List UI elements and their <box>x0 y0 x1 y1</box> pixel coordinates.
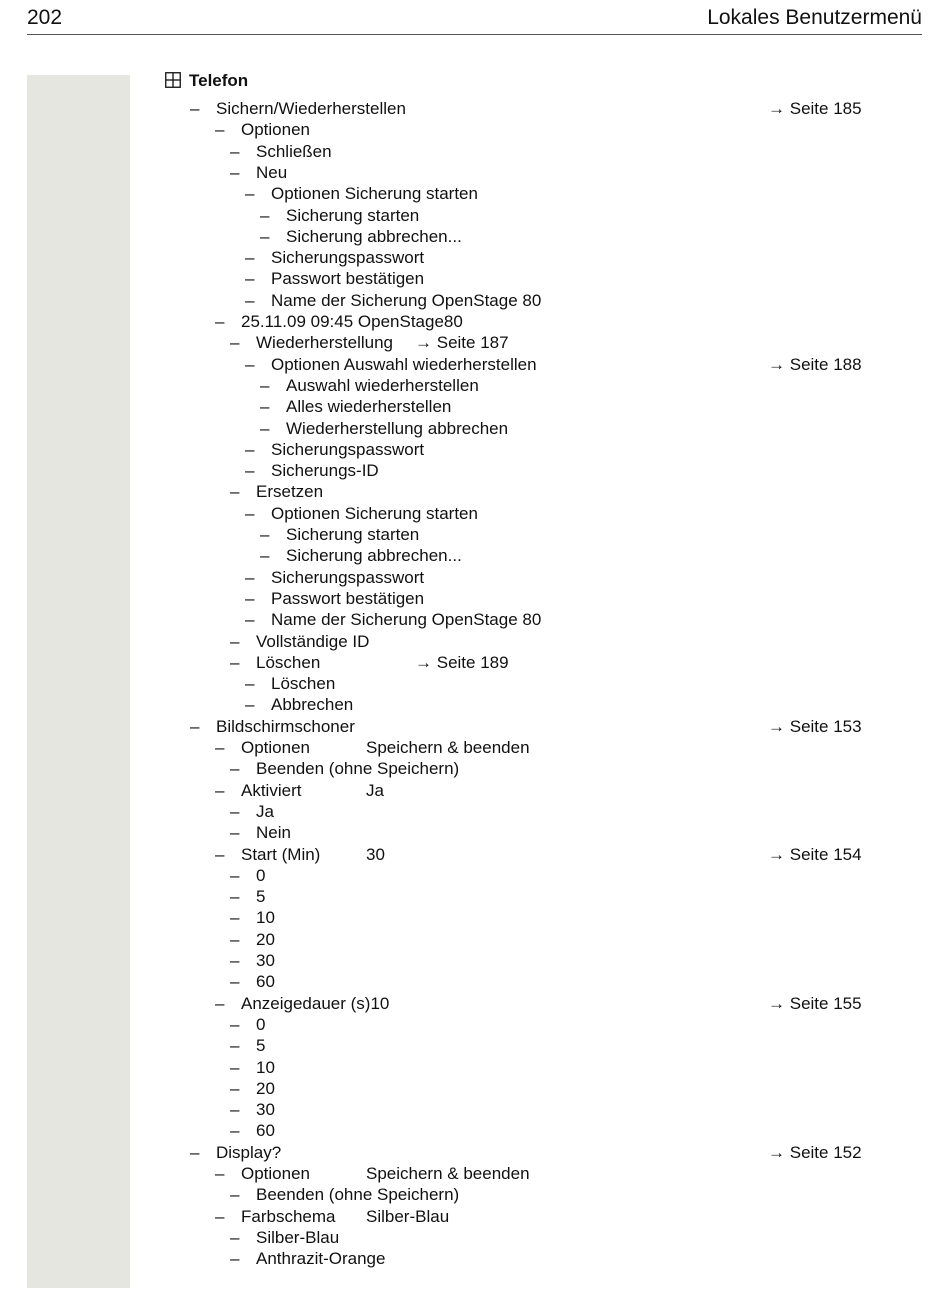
menu-item-label: Optionen Auswahl wiederherstellen <box>271 354 537 374</box>
menu-item-label: Passwort bestätigen <box>271 269 425 289</box>
menu-item-label: Ersetzen <box>256 482 324 502</box>
menu-item-label: Nein <box>256 823 291 843</box>
menu-item-dash: – <box>215 120 225 140</box>
arrow-icon: → <box>415 652 437 672</box>
section-title: Telefon <box>189 71 249 90</box>
menu-item-label: Löschen <box>256 652 321 672</box>
menu-item-dash: – <box>230 1121 240 1141</box>
menu-item-dash: – <box>245 439 255 459</box>
menu-item-dash: – <box>215 780 225 800</box>
menu-item-dash: – <box>230 1185 240 1205</box>
menu-item-dash: – <box>245 461 255 481</box>
menu-item-label: 60 <box>256 1121 275 1141</box>
menu-item-label: Name der Sicherung OpenStage 80 <box>271 610 542 630</box>
menu-item-dash: – <box>260 226 270 246</box>
menu-item-value: Ja <box>366 780 384 800</box>
menu-item-dash: – <box>230 1227 240 1247</box>
menu-item-label: Neu <box>256 162 288 182</box>
menu-item-dash: – <box>230 162 240 182</box>
menu-item-label: 0 <box>256 865 266 885</box>
page-reference-text: Seite 185 <box>789 99 862 118</box>
arrow-icon: → <box>768 354 790 374</box>
menu-item-dash: – <box>230 631 240 651</box>
menu-item-dash: – <box>245 290 255 310</box>
menu-item-label: 60 <box>256 972 275 992</box>
page-reference-text: Seite 187 <box>436 333 509 353</box>
menu-item-dash: – <box>230 482 240 502</box>
arrow-icon: → <box>768 844 790 864</box>
menu-item-dash: – <box>230 1078 240 1098</box>
menu-item-dash: – <box>190 99 200 118</box>
page-number: 202 <box>27 6 63 29</box>
page-reference-text: Seite 188 <box>789 354 862 374</box>
menu-item-dash: – <box>230 1057 240 1077</box>
menu-item-label: 10 <box>256 908 275 928</box>
arrow-icon: → <box>415 333 437 353</box>
menu-item-dash: – <box>245 674 255 694</box>
menu-item-value: Silber-Blau <box>366 1206 450 1226</box>
menu-item-dash: – <box>230 951 240 970</box>
menu-item-dash: – <box>215 1164 225 1183</box>
page-reference <box>768 354 862 375</box>
menu-item-label: Auswahl wiederherstellen <box>286 375 479 395</box>
menu-item-dash: – <box>230 801 240 821</box>
menu-item-label: 30 <box>256 1100 275 1120</box>
menu-item-label: 30 <box>256 951 275 970</box>
menu-item-dash: – <box>260 397 270 417</box>
menu-item-label: Optionen Sicherung starten <box>271 184 478 204</box>
menu-item-dash: – <box>215 1206 225 1226</box>
menu-item-label: Anthrazit-Orange <box>256 1249 386 1269</box>
page-reference-text: Seite 154 <box>789 844 862 864</box>
menu-item-label: Sicherung abbrechen... <box>286 226 462 246</box>
menu-item-dash: – <box>215 844 225 864</box>
menu-item-label: Name der Sicherung OpenStage 80 <box>271 290 542 310</box>
menu-item-label: Sicherungspasswort <box>271 567 425 587</box>
menu-item-dash: – <box>260 525 270 544</box>
menu-item-dash: – <box>230 929 240 949</box>
arrow-icon: → <box>768 716 790 736</box>
menu-item-label: Optionen <box>241 1164 310 1183</box>
arrow-icon: → <box>768 99 790 118</box>
menu-item-dash: – <box>245 503 255 523</box>
menu-item-dash: – <box>230 887 240 907</box>
menu-item-label: Wiederherstellung <box>256 333 394 353</box>
menu-item-label: Beenden (ohne Speichern) <box>256 1185 460 1205</box>
menu-item-value: Speichern & beenden <box>366 738 530 757</box>
menu-item-label: Optionen <box>241 738 310 757</box>
page-reference <box>415 332 509 353</box>
menu-item-dash: – <box>230 865 240 885</box>
menu-item-label: 25.11.09 09:45 OpenStage80 <box>241 312 463 331</box>
page-reference-text: Seite 189 <box>436 652 509 672</box>
menu-item-value: 30 <box>366 844 385 864</box>
menu-item-label: Display? <box>216 1142 282 1162</box>
menu-item-dash: – <box>245 184 255 204</box>
menu-item-dash: – <box>215 738 225 757</box>
menu-item-label: Aktiviert <box>241 780 302 800</box>
menu-item-dash: – <box>230 759 240 779</box>
menu-item-label: Silber-Blau <box>256 1227 340 1247</box>
menu-item-label: Sichern/Wiederherstellen <box>216 99 406 118</box>
menu-item-dash: – <box>245 610 255 630</box>
menu-item-label: Sicherungspasswort <box>271 248 425 268</box>
page-reference-text: Seite 155 <box>789 993 862 1013</box>
menu-item-label: Alles wiederherstellen <box>286 397 452 417</box>
menu-item-label: Start (Min) <box>241 844 321 864</box>
menu-item-label: 0 <box>256 1014 266 1034</box>
menu-item-dash: – <box>230 972 240 992</box>
menu-item-dash: – <box>230 908 240 928</box>
page-reference-text: Seite 152 <box>789 1142 862 1162</box>
menu-item-dash: – <box>260 418 270 438</box>
menu-item-label: Farbschema <box>241 1206 336 1226</box>
page-reference <box>768 1142 862 1163</box>
menu-item-dash: – <box>260 375 270 395</box>
menu-item-label: 20 <box>256 1078 275 1098</box>
menu-item-dash: – <box>260 205 270 225</box>
menu-item-label: Sicherungspasswort <box>271 439 425 459</box>
page-reference-text: Seite 153 <box>789 716 862 736</box>
menu-item-label: Schließen <box>256 141 332 161</box>
menu-item-label: Sicherungs-ID <box>271 461 379 481</box>
menu-item-dash: – <box>245 354 255 374</box>
menu-item-label: Anzeigedauer (s)10 <box>241 993 390 1013</box>
arrow-icon: → <box>768 993 790 1013</box>
menu-item-dash: – <box>230 1014 240 1034</box>
menu-item-label: Beenden (ohne Speichern) <box>256 759 460 779</box>
page-title: Lokales Benutzermenü <box>707 6 922 29</box>
arrow-icon: → <box>768 1142 790 1162</box>
menu-item-label: Passwort bestätigen <box>271 588 425 608</box>
menu-item-dash: – <box>190 716 200 736</box>
page-reference <box>768 993 862 1014</box>
menu-item-dash: – <box>245 588 255 608</box>
menu-item-label: 10 <box>256 1057 275 1077</box>
menu-item-dash: – <box>215 312 225 331</box>
menu-item-label: Abbrechen <box>271 695 354 715</box>
menu-item-dash: – <box>215 993 225 1013</box>
menu-item-label: Ja <box>256 801 274 821</box>
menu-item-label: Sicherung abbrechen... <box>286 546 462 566</box>
menu-item-label: Sicherung starten <box>286 205 420 225</box>
menu-item-value: Speichern & beenden <box>366 1164 530 1183</box>
menu-item-label: Sicherung starten <box>286 525 420 544</box>
menu-item-label: Optionen <box>241 120 310 140</box>
menu-item-dash: – <box>190 1142 200 1162</box>
menu-item-dash: – <box>230 1249 240 1269</box>
menu-item-label: Löschen <box>271 674 336 694</box>
menu-item-dash: – <box>245 248 255 268</box>
menu-item-dash: – <box>245 567 255 587</box>
menu-item-dash: – <box>260 546 270 566</box>
menu-item-label: Wiederherstellung abbrechen <box>286 418 509 438</box>
menu-item-dash: – <box>230 823 240 843</box>
menu-item-label: 5 <box>256 1036 266 1056</box>
menu-item-dash: – <box>245 269 255 289</box>
page-reference <box>768 716 862 737</box>
menu-item-dash: – <box>230 1100 240 1120</box>
menu-item-label: Optionen Sicherung starten <box>271 503 478 523</box>
menu-item-dash: – <box>230 333 240 353</box>
menu-item-label: Bildschirmschoner <box>216 716 355 736</box>
page-reference <box>768 98 862 119</box>
menu-item-dash: – <box>230 652 240 672</box>
menu-item-label: Vollständige ID <box>256 631 370 651</box>
menu-item-label: 20 <box>256 929 275 949</box>
menu-item-label: 5 <box>256 887 266 907</box>
page-reference <box>415 652 509 673</box>
page-reference <box>768 844 862 865</box>
menu-item-dash: – <box>245 695 255 715</box>
menu-item-dash: – <box>230 1036 240 1056</box>
menu-item-dash: – <box>230 141 240 161</box>
